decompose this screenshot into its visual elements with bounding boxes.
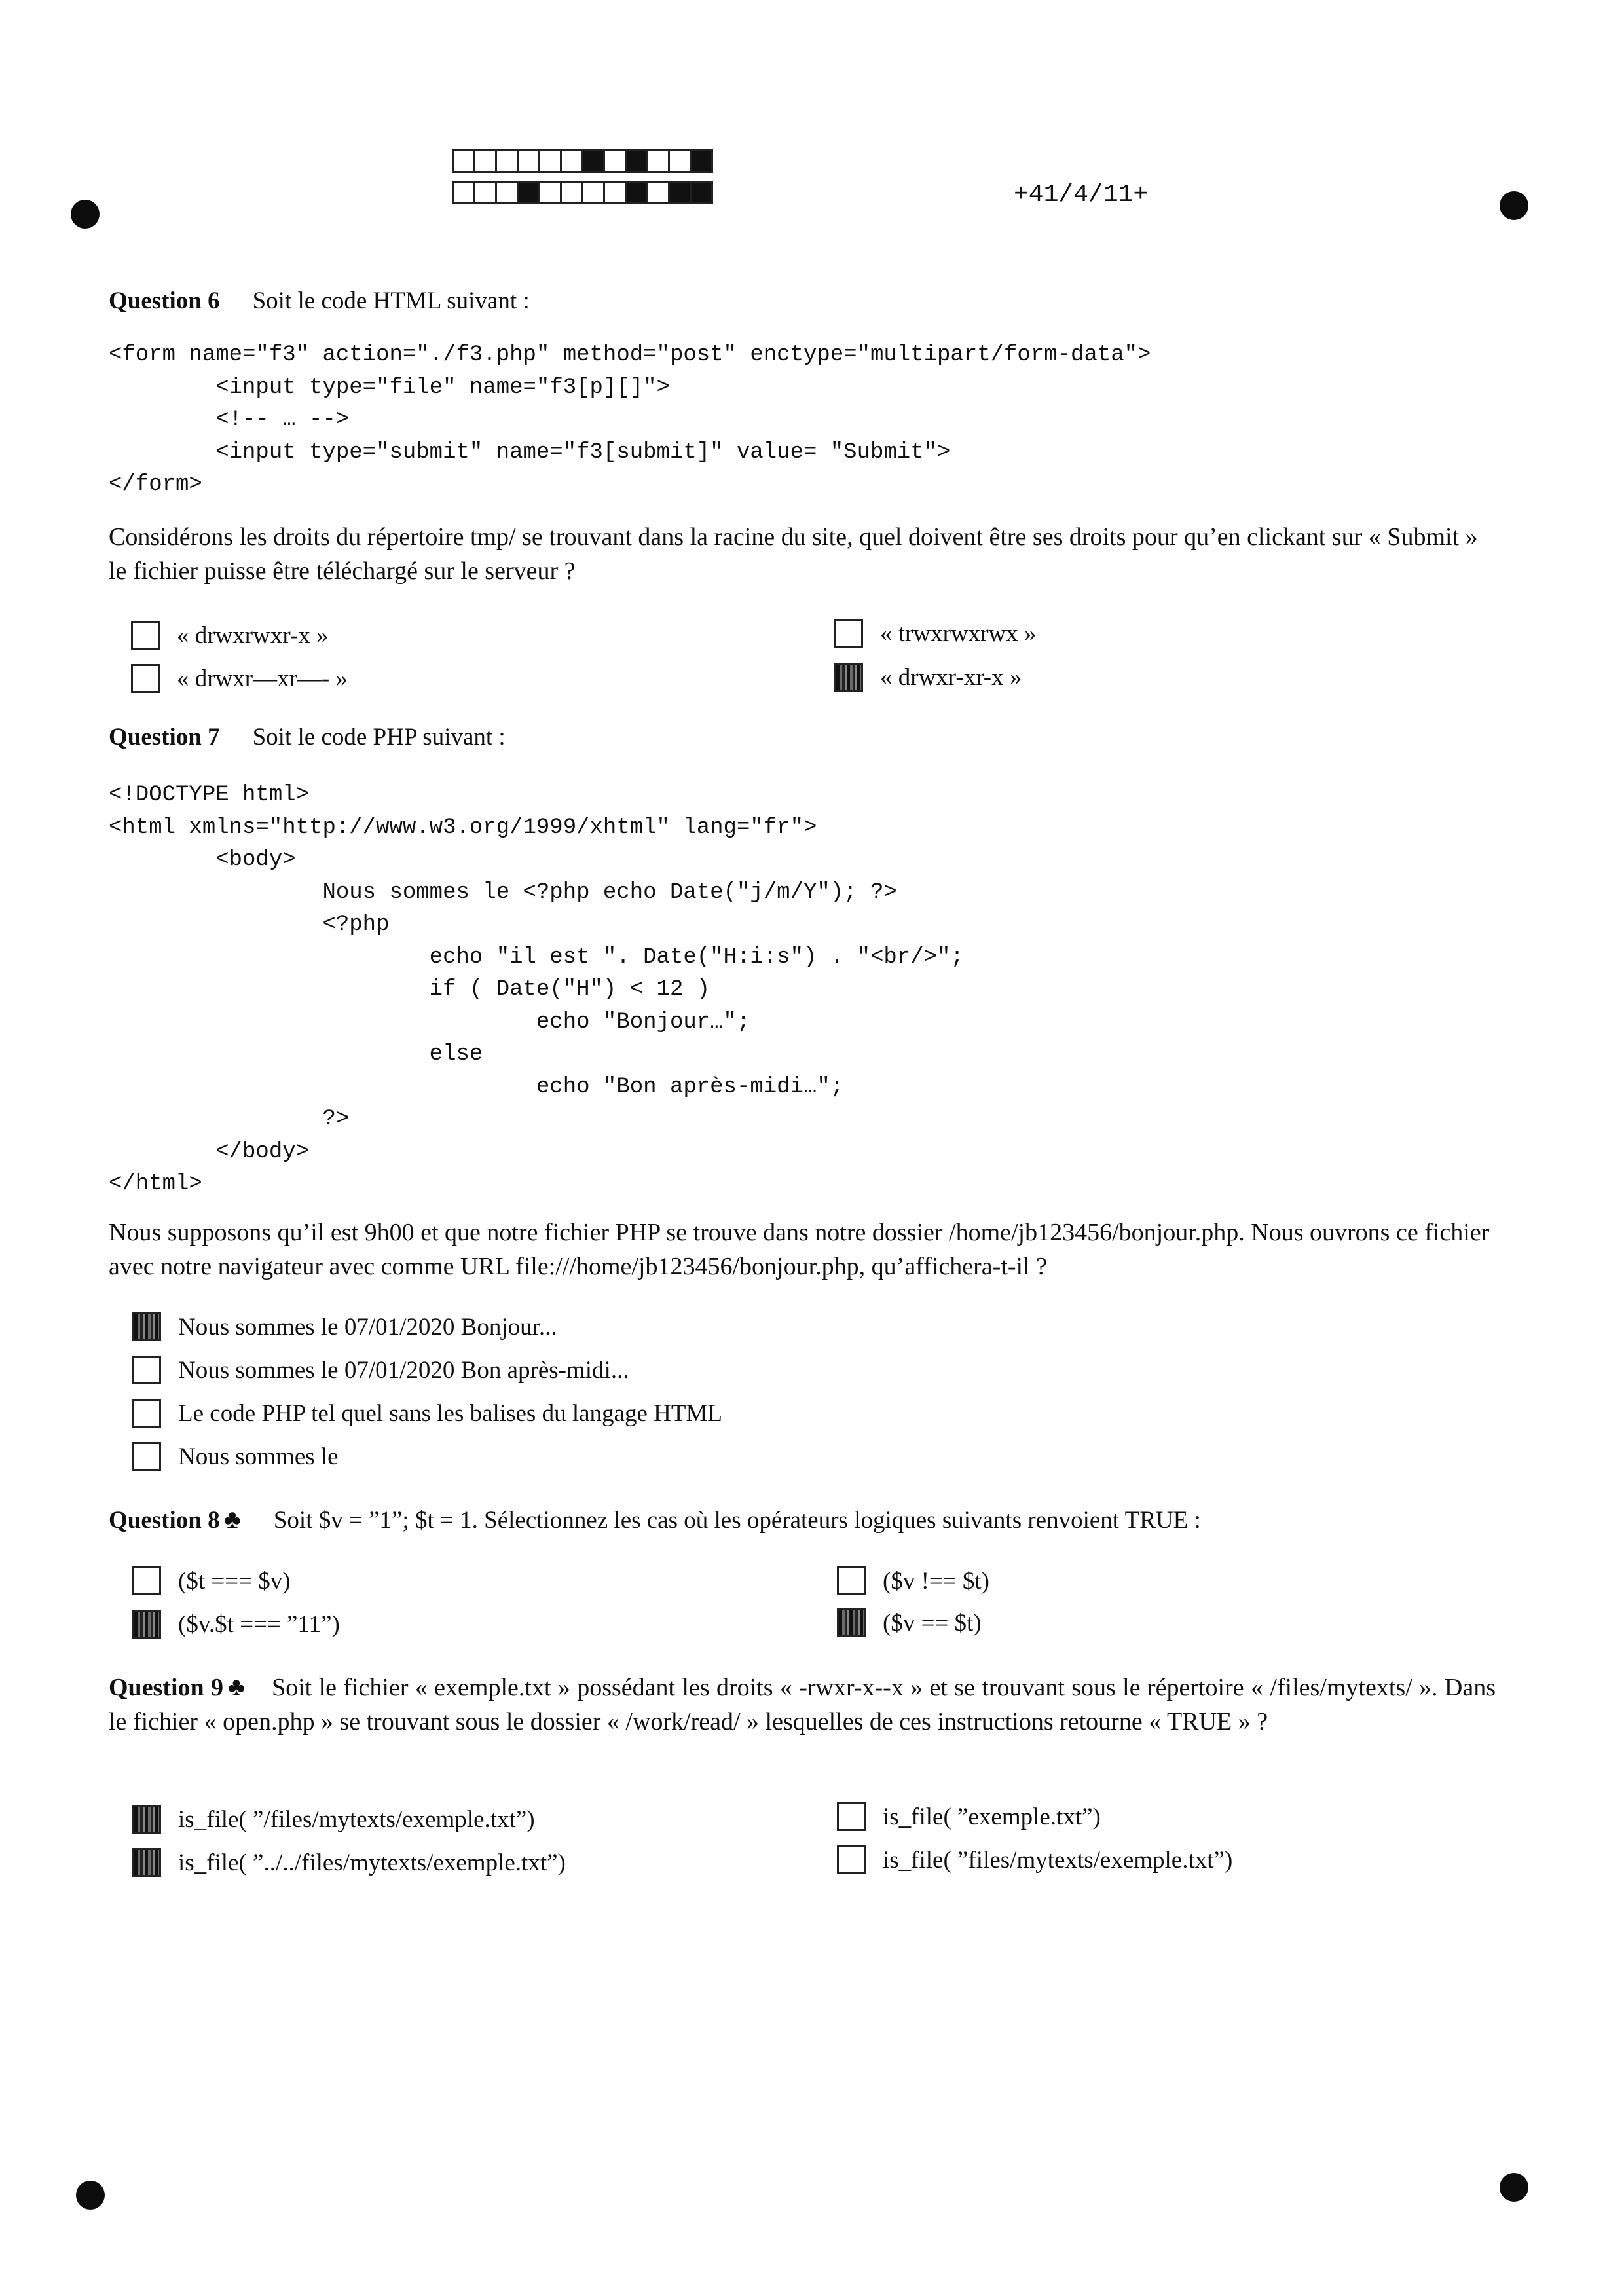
question-6-text: Considérons les droits du répertoire tmp/ se trouvant dans la racine du site, quel doivent être ses droits pour qu’en clickant sur « Submit » le fichier puisse être téléchargé sur le serveur ?: [109, 523, 1478, 585]
barcode-cell: [560, 181, 583, 204]
q6-answer-2[interactable]: [131, 664, 348, 693]
question-7-number: Question 7: [109, 724, 220, 750]
barcode-cell: [690, 181, 713, 204]
barcode-row-1: [452, 149, 711, 173]
checkbox[interactable]: [837, 1566, 866, 1595]
answer-label: « drwxrwxr-x »: [177, 621, 329, 649]
q9-answer-1[interactable]: [132, 1805, 535, 1834]
club-icon: ♣: [227, 1672, 246, 1701]
checkbox[interactable]: [131, 664, 160, 693]
corner-mark-bottom-right: [1500, 2173, 1528, 2202]
q8-answer-3[interactable]: [837, 1566, 989, 1595]
answer-label: Nous sommes le: [178, 1443, 339, 1470]
checkbox[interactable]: [132, 1399, 161, 1428]
barcode-cell: [538, 149, 562, 173]
question-6-code: <form name="f3" action="./f3.php" method="post" enctype="multipart/form-data"> <input type="file" name="f3[p][]"> <!-- … --> <input type="submit" name="f3[submit]" value= "Submit"> </form>: [109, 343, 1151, 497]
barcode-cell: [690, 149, 713, 173]
question-6-number: Question 6: [109, 287, 220, 314]
corner-mark-top-left: [71, 200, 100, 229]
q8-answer-4[interactable]: [837, 1608, 982, 1637]
answer-label: ($t === $v): [178, 1567, 291, 1595]
question-9-block: [109, 1670, 1496, 1739]
checkbox[interactable]: [834, 619, 863, 648]
question-6-header: [109, 287, 530, 315]
answer-label: « trwxrwxrwx »: [880, 620, 1037, 647]
answer-label: is_file( ”/files/mytexts/exemple.txt”): [178, 1805, 535, 1833]
q9-answer-2[interactable]: [132, 1848, 566, 1877]
checkbox[interactable]: [132, 1566, 161, 1595]
barcode-cell: [495, 181, 519, 204]
barcode-cell: [625, 149, 648, 173]
barcode-cell: [560, 149, 583, 173]
barcode-cell: [646, 149, 670, 173]
question-9-number: [109, 1674, 246, 1701]
q9-answer-4[interactable]: [837, 1845, 1232, 1874]
checkbox[interactable]: [837, 1608, 866, 1637]
q7-answer-4[interactable]: [132, 1442, 339, 1471]
answer-label: ($v == $t): [883, 1609, 982, 1637]
q6-answer-3[interactable]: [834, 619, 1036, 648]
q7-answer-1[interactable]: [132, 1312, 557, 1341]
question-8-header: [109, 1504, 1201, 1534]
q6-answer-1[interactable]: [131, 621, 329, 650]
question-7-header: [109, 723, 506, 751]
answer-label: ($v.$t === ”11”): [178, 1610, 340, 1638]
answer-label: Le code PHP tel quel sans les balises du langage HTML: [178, 1399, 722, 1427]
barcode-cell: [625, 181, 648, 204]
answer-label: is_file( ”../../files/mytexts/exemple.txt”): [178, 1849, 566, 1876]
page-id: +41/4/11+: [1014, 181, 1149, 209]
barcode-cell: [495, 149, 519, 173]
barcode-cell: [581, 181, 605, 204]
checkbox[interactable]: [834, 663, 863, 692]
answer-label: Nous sommes le 07/01/2020 Bon après-midi...: [178, 1356, 629, 1384]
barcode-cell: [668, 181, 692, 204]
checkbox[interactable]: [132, 1848, 161, 1877]
checkbox[interactable]: [132, 1805, 161, 1834]
answer-label: ($v !== $t): [883, 1567, 989, 1595]
question-9-number-text: Question 9: [109, 1674, 224, 1701]
barcode-cell: [473, 149, 497, 173]
checkbox[interactable]: [837, 1802, 866, 1831]
barcode-row-2: [452, 181, 711, 204]
barcode-cell: [517, 149, 540, 173]
question-9-text: Soit le fichier « exemple.txt » possédant les droits « -rwxr-x--x » et se trouvant sous le répertoire « /files/mytexts/ ». Dans le fichier « open.php » se trouvant sous le dossier « /work/read/ » lesquelles de ces instructions retourne « TRUE » ?: [109, 1674, 1496, 1735]
barcode-cell: [668, 149, 692, 173]
q8-answer-2[interactable]: [132, 1610, 340, 1639]
question-6-title: Soit le code HTML suivant :: [252, 287, 530, 314]
answer-label: Nous sommes le 07/01/2020 Bonjour...: [178, 1313, 557, 1341]
barcode-cell: [452, 149, 475, 173]
barcode-cell: [603, 149, 627, 173]
barcode-cell: [603, 181, 627, 204]
q9-answer-3[interactable]: [837, 1802, 1101, 1831]
q7-answer-3[interactable]: [132, 1399, 722, 1428]
barcode-cell: [517, 181, 540, 204]
checkbox[interactable]: [132, 1442, 161, 1471]
question-8-number: [109, 1504, 241, 1534]
barcode-cell: [473, 181, 497, 204]
corner-mark-bottom-left: [76, 2181, 105, 2210]
checkbox[interactable]: [837, 1845, 866, 1874]
corner-mark-top-right: [1500, 191, 1528, 220]
q6-answer-4[interactable]: [834, 663, 1022, 692]
checkbox[interactable]: [131, 621, 160, 650]
q8-answer-1[interactable]: [132, 1566, 291, 1595]
barcode-cell: [452, 181, 475, 204]
answer-label: is_file( ”files/mytexts/exemple.txt”): [883, 1846, 1233, 1874]
checkbox[interactable]: [132, 1610, 161, 1639]
barcode-cell: [538, 181, 562, 204]
question-7-title: Soit le code PHP suivant :: [252, 724, 506, 750]
question-8-title: Soit $v = ”1”; $t = 1. Sélectionnez les cas où les opérateurs logiques suivants renvoient TRUE :: [273, 1507, 1201, 1534]
checkbox[interactable]: [132, 1312, 161, 1341]
question-8-number-text: Question 8: [109, 1507, 220, 1534]
club-icon: ♣: [223, 1504, 241, 1534]
answer-label: « drwxr-xr-x »: [880, 663, 1022, 691]
answer-label: is_file( ”exemple.txt”): [883, 1803, 1101, 1830]
answer-label: « drwxr—xr—- »: [177, 665, 348, 692]
question-7-text: Nous supposons qu’il est 9h00 et que notre fichier PHP se trouve dans notre dossier /home/jb123456/bonjour.php. Nous ouvrons ce fichier avec notre navigateur avec comme URL file:///home/jb123456/bonjour.php, qu’affichera-t-il ?: [109, 1219, 1490, 1280]
q7-answer-2[interactable]: [132, 1356, 629, 1384]
barcode-cell: [646, 181, 670, 204]
barcode-cell: [581, 149, 605, 173]
checkbox[interactable]: [132, 1356, 161, 1384]
question-7-code: <!DOCTYPE html> <html xmlns="http://www.w3.org/1999/xhtml" lang="fr"> <body> Nous sommes le <?php echo Date("j/m/Y"); ?> <?php echo "il est ". Date("H:i:s") . "<br/>"; if ( Date("H") < 12 ) echo "Bonjour…"; else echo "Bon après-midi…"; ?> </body> </html>: [109, 783, 964, 1196]
